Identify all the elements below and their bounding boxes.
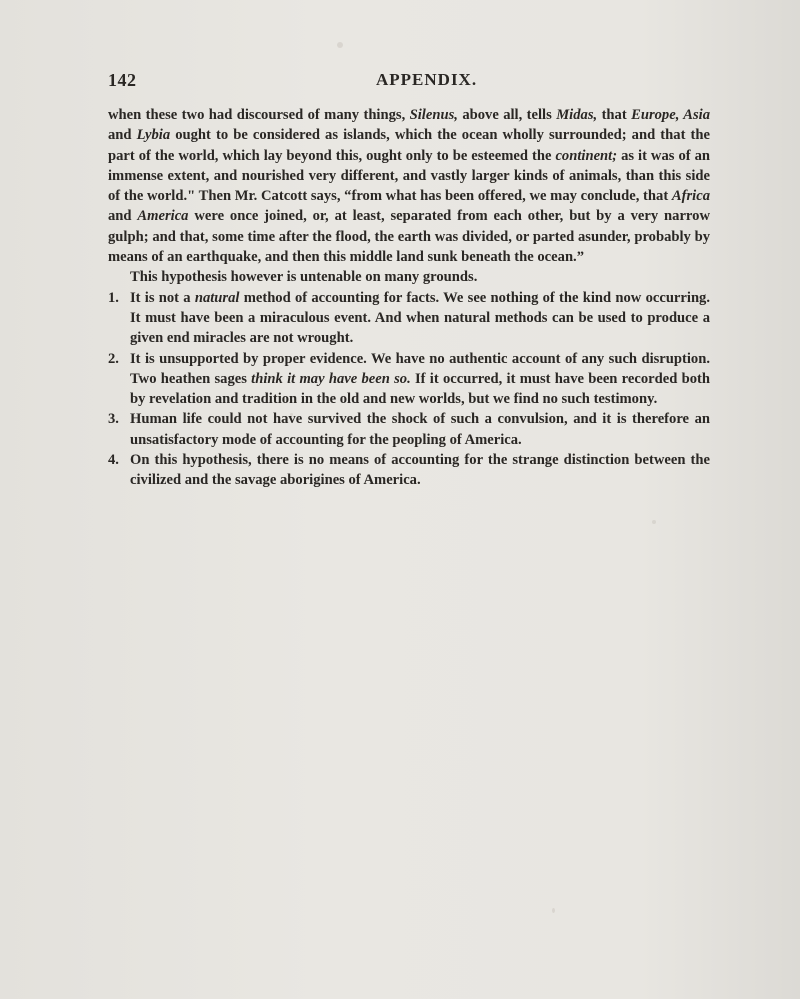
text-run: Human life could not have survived the shock of such a convulsion, and it is therefore an unsatisfactory mode of accounting for the peopling of America. xyxy=(130,411,710,448)
item-number: 3. xyxy=(108,411,119,428)
paragraph-2: This hypothesis however is untenable on many grounds. xyxy=(130,269,478,286)
text-run: It is unsupported by proper evidence. We have no authentic account of any such disruption. Two heathen sages xyxy=(130,350,710,387)
page-number: 142 xyxy=(108,70,137,90)
list-item xyxy=(108,450,710,491)
list-item xyxy=(108,288,710,349)
text-run: that xyxy=(597,107,632,123)
item-number: 4. xyxy=(108,452,119,469)
text-run: If it occurred, it must have been recorded both by revelation and tradition in the old and new worlds, but we find no such testimony. xyxy=(130,370,710,408)
list-item xyxy=(108,349,710,410)
text-run: when these two had discoursed of many things, xyxy=(108,107,410,123)
italic-run: America xyxy=(137,208,189,225)
text-run: above all, tells xyxy=(457,107,557,123)
text-run: as it was of an immense extent, and nourished very different, and vastly larger kinds of animals, than this side of the world." Then Mr. Catcott says, “from what has been offered, we may conclude, that xyxy=(108,147,710,205)
italic-run: natural xyxy=(194,289,240,306)
italic-run: Silenus, xyxy=(409,107,458,123)
text-run: and xyxy=(108,127,137,144)
text-run: ought to be considered as islands, which the ocean wholly surrounded; and that the part of the world, which lay beyond this, ought only to be esteemed the xyxy=(108,127,710,164)
text-run: and xyxy=(108,208,138,225)
text-run: method of accounting for facts. We see nothing of the kind now occurring. It must have been a miraculous event. And when natural methods can be used to produce a given end miracles are not wrought. xyxy=(130,289,711,347)
page-header xyxy=(108,70,708,94)
italic-run: continent; xyxy=(555,147,618,164)
paper-blemish xyxy=(337,42,343,48)
italic-run: Africa xyxy=(671,188,710,205)
item-number: 2. xyxy=(108,350,119,367)
text-run: It is not a xyxy=(130,289,195,306)
paper-blemish xyxy=(652,520,656,524)
italic-run: Europe, Asia xyxy=(631,107,710,123)
text-run: On this hypothesis, there is no means of accounting for the strange distinction between the civilized and the savage aborigines of America. xyxy=(130,452,710,489)
paragraph-1 xyxy=(108,105,710,267)
italic-run: Midas, xyxy=(556,107,598,123)
italic-run: Lybia xyxy=(136,127,171,144)
page-body xyxy=(108,105,710,491)
running-head: APPENDIX. xyxy=(376,70,478,89)
italic-run: think it may have been so. xyxy=(251,370,411,387)
list-item xyxy=(108,409,710,450)
item-number: 1. xyxy=(108,289,119,306)
paper-blemish xyxy=(552,908,555,913)
text-run: were once joined, or, at least, separated from each other, but by a very narrow gulph; and that, some time after the flood, the earth was divided, or parted asunder, probably by means of an earthquake, and then this middle land sunk beneath the ocean.” xyxy=(108,208,710,266)
